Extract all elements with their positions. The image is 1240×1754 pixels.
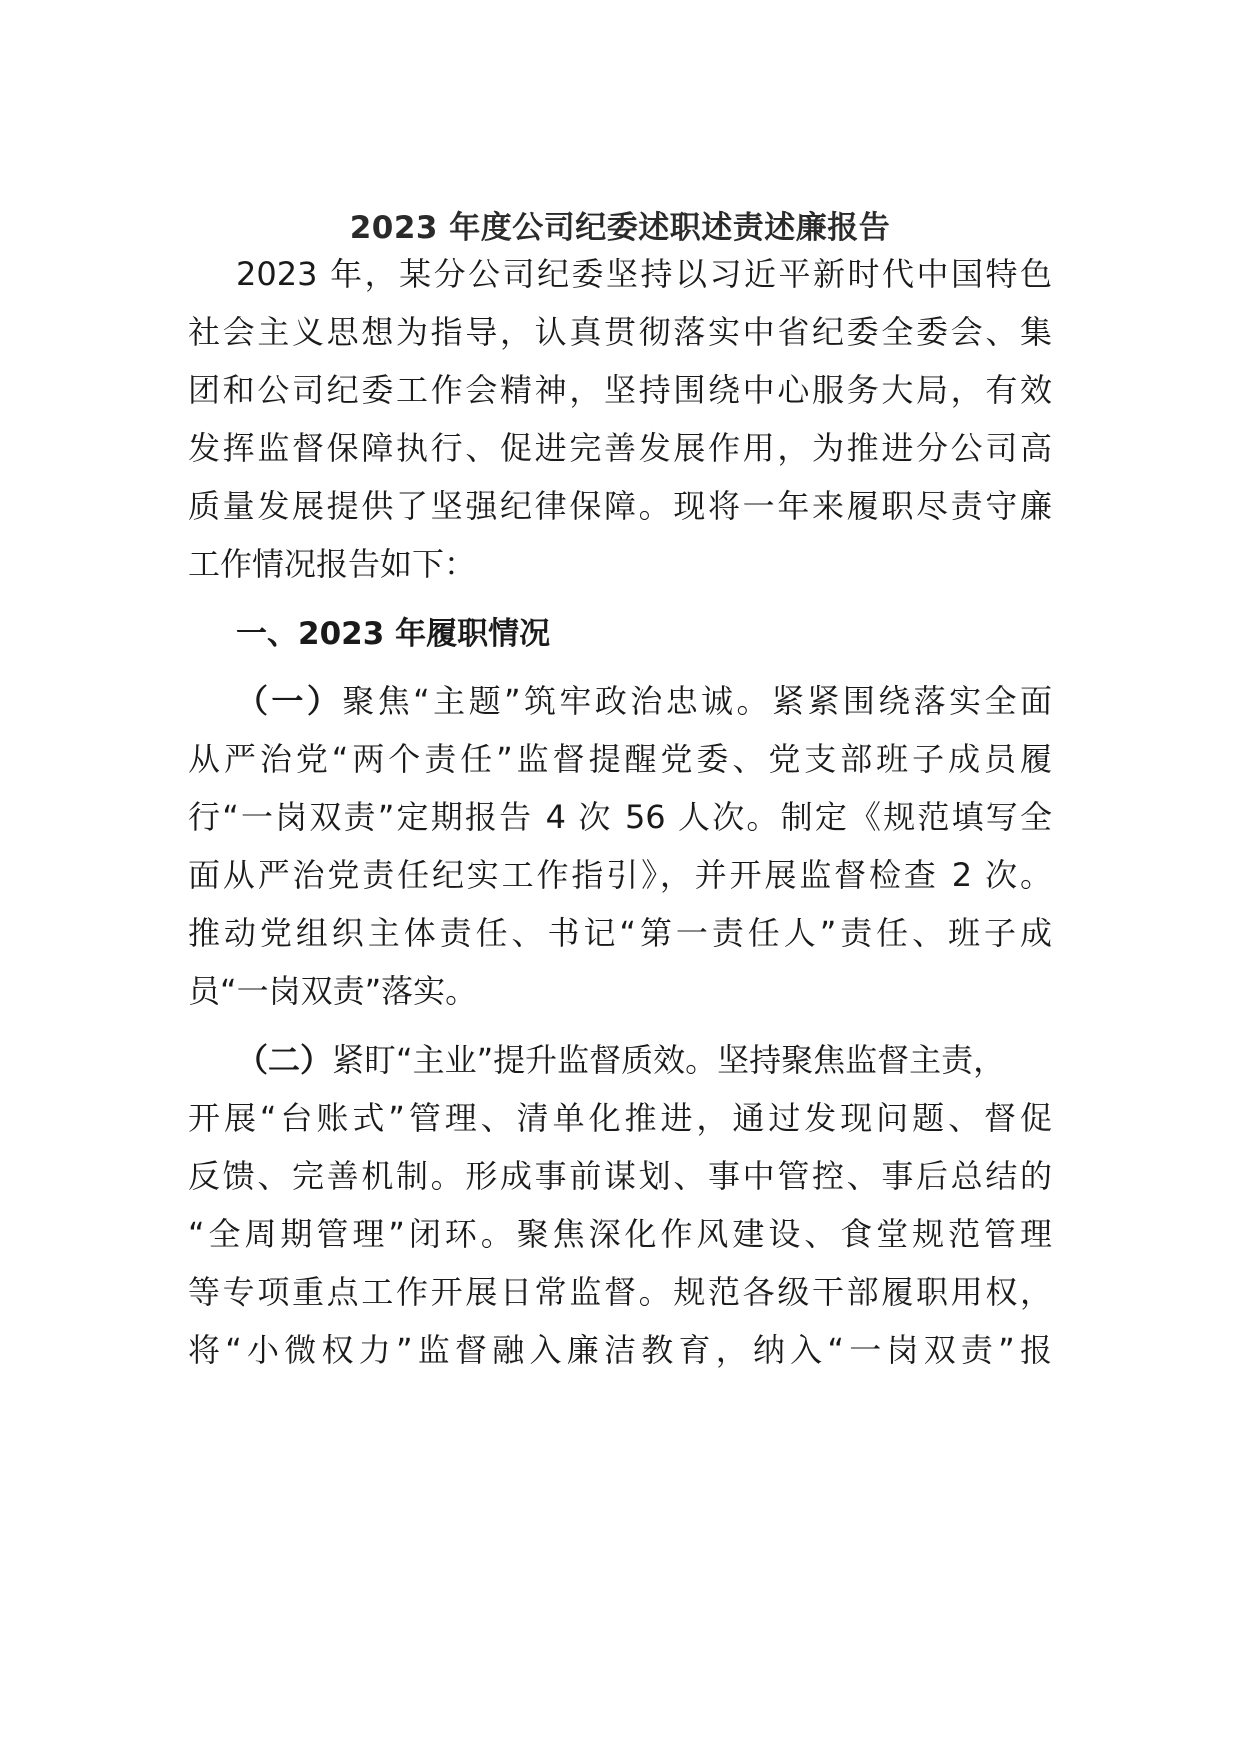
item2-line: “全周期管理”闭环。聚焦深化作风建设、食堂规范管理 xyxy=(188,1215,1052,1253)
item2-line: 等专项重点工作开展日常监督。规范各级干部履职用权， xyxy=(188,1273,1052,1311)
item1-label: （一） xyxy=(236,682,343,720)
item1-line: 推动党组织主体责任、书记“第一责任人”责任、班子成 xyxy=(188,914,1052,952)
item2-label: （二） xyxy=(236,1041,333,1079)
intro-line: 发挥监督保障执行、促进完善发展作用，为推进分公司高 xyxy=(188,429,1052,467)
item1-line: 行“一岗双责”定期报告 4 次 56 人次。制定《规范填写全 xyxy=(188,798,1052,836)
item2-line: 反馈、完善机制。形成事前谋划、事中管控、事后总结的 xyxy=(188,1157,1052,1195)
item1-first-line-text: 聚焦“主题”筑牢政治忠诚。紧紧围绕落实全面 xyxy=(342,682,1052,720)
intro-line: 团和公司纪委工作会精神，坚持围绕中心服务大局，有效 xyxy=(188,371,1052,409)
item2-line: 开展“台账式”管理、清单化推进，通过发现问题、督促 xyxy=(188,1099,1052,1137)
item2-first-line-text: 紧盯“主业”提升监督质效。坚持聚焦监督主责， xyxy=(332,1041,1006,1079)
document-title: 2023 年度公司纪委述职述责述廉报告 xyxy=(349,210,891,246)
intro-line: 2023 年，某分公司纪委坚持以习近平新时代中国特色 xyxy=(236,255,1052,293)
item1-line: 员“一岗双责”落实。 xyxy=(188,972,478,1010)
intro-line: 质量发展提供了坚强纪律保障。现将一年来履职尽责守廉 xyxy=(188,487,1052,525)
item1-first-line xyxy=(236,679,1052,723)
item1-line: 面从严治党责任纪实工作指引》，并开展监督检查 2 次。 xyxy=(188,856,1052,894)
section-heading: 一、2023 年履职情况 xyxy=(236,616,551,652)
intro-line: 工作情况报告如下： xyxy=(188,545,477,583)
item2-first-line xyxy=(236,1038,1005,1082)
item2-line: 将“小微权力”监督融入廉洁教育，纳入“一岗双责”报 xyxy=(188,1331,1052,1369)
item1-line: 从严治党“两个责任”监督提醒党委、党支部班子成员履 xyxy=(188,740,1052,778)
intro-line: 社会主义思想为指导，认真贯彻落实中省纪委全委会、集 xyxy=(188,313,1052,351)
